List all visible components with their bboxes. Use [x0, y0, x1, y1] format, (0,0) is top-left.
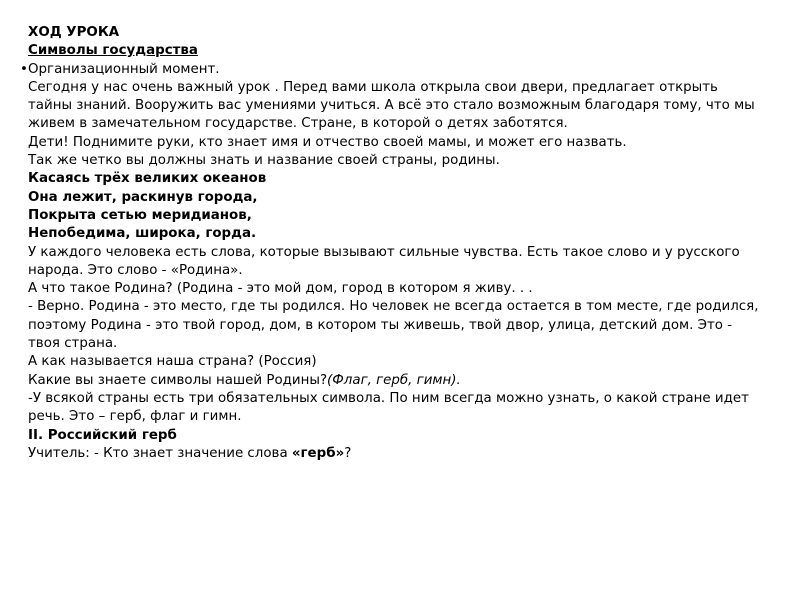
- paragraph-line: А что такое Родина? (Родина - это мой дом, город в котором я живу. . .: [28, 281, 533, 297]
- question-text: Какие вы знаете символы нашей Родины?: [28, 372, 328, 388]
- poem-line: Касаясь трёх великих океанов: [28, 171, 267, 187]
- question-answer: (Флаг, герб, гимн).: [327, 372, 461, 388]
- paragraph-line: поэтому Родина - это твой город, дом, в котором ты живешь, твой двор, улица, детский дом. Это -: [28, 317, 733, 333]
- paragraph-line: - Верно. Родина - это место, где ты родился. Но человек не всегда остается в том месте, где родился,: [28, 299, 759, 315]
- section-heading: II. Российский герб: [28, 427, 177, 443]
- poem-line: Непобедима, широка, горда.: [28, 226, 257, 242]
- bullet-item: [20, 61, 778, 79]
- lesson-subheading: Символы государства: [28, 43, 198, 59]
- teacher-word: «герб»: [291, 445, 345, 461]
- paragraph-line: тайны знаний. Вооружить вас умениями учиться. А всё это стало возможным благодаря тому, что мы: [28, 98, 755, 114]
- bullet-item-text: Организационный момент.: [28, 61, 220, 77]
- teacher-line: [28, 445, 778, 463]
- paragraph-line: У каждого человека есть слова, которые вызывают сильные чувства. Есть такое слово и у русского: [28, 244, 740, 260]
- lesson-text: [20, 24, 778, 463]
- teacher-prefix: Учитель: - Кто знает значение слова: [28, 445, 292, 461]
- paragraph-line: Сегодня у нас очень важный урок . Перед вами школа открыла свои двери, предлагает открыть: [28, 79, 718, 95]
- paragraph-line: Так же четко вы должны знать и название своей страны, родины.: [28, 153, 500, 169]
- poem-line: Она лежит, раскинув города,: [28, 189, 258, 205]
- bullet-icon: •: [20, 61, 28, 77]
- paragraph-line: живем в замечательном государстве. Стране, в которой о детях заботятся.: [28, 116, 568, 132]
- teacher-suffix: ?: [344, 445, 352, 461]
- paragraph-line: Дети! Поднимите руки, кто знает имя и отчество своей мамы, и может его назвать.: [28, 134, 627, 150]
- paragraph-line: народа. Это слово - «Родина».: [28, 262, 243, 278]
- paragraph-line: А как называется наша страна? (Россия): [28, 354, 317, 370]
- lesson-heading: ХОД УРОКА: [28, 25, 120, 40]
- paragraph-line: -У всякой страны есть три обязательных символа. По ним всегда можно узнать, о какой стране идет: [28, 390, 749, 406]
- question-line: [28, 372, 778, 390]
- poem-line: Покрыта сетью меридианов,: [28, 207, 252, 223]
- paragraph-line: твоя страна.: [28, 336, 118, 352]
- paragraph-line: речь. Это – герб, флаг и гимн.: [28, 409, 242, 425]
